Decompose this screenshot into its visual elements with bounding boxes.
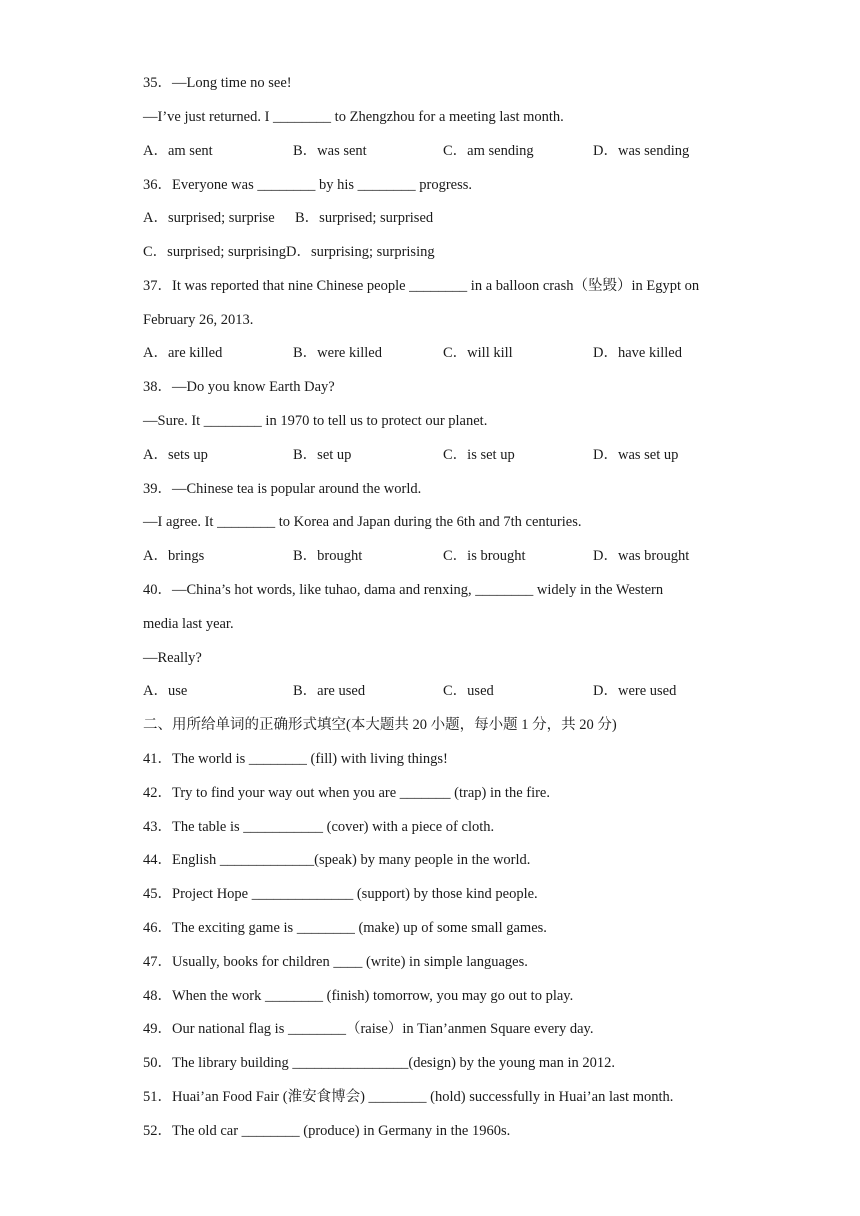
question-44: 44．English _____________(speak) by many people in the world. [143,852,531,868]
question-42: 42．Try to find your way out when you are _______ (trap) in the fire. [143,785,550,801]
option-c: C．used [443,683,494,699]
question-40-line3: —Really? [143,650,202,666]
option-d: D．was brought [593,548,690,564]
option-b: B．was sent [293,143,367,159]
option-a: A．brings [143,548,205,564]
option-a: A．am sent [143,143,213,159]
question-45: 45．Project Hope ______________ (support) by those kind people. [143,886,538,902]
question-36-options-ab [143,208,743,228]
question-38-stem: 38．—Do you know Earth Day? [143,379,335,395]
question-39-options [143,546,743,566]
option-b: B．are used [293,683,366,699]
question-47: 47．Usually, books for children ____ (write) in simple languages. [143,954,528,970]
option-d: D．were used [593,683,677,699]
option-b: B．surprised; surprised [295,210,434,226]
question-50: 50．The library building ________________(design) by the young man in 2012. [143,1055,616,1071]
question-36-stem: 36．Everyone was ________ by his ________ progress. [143,177,473,193]
option-c: C．is set up [443,447,515,463]
question-37-line2: February 26, 2013. [143,312,254,328]
question-37-options [143,343,743,363]
option-a: A．sets up [143,447,208,463]
question-40-options [143,681,743,701]
option-d: D．have killed [593,345,682,361]
question-35-line2: —I’ve just returned. I ________ to Zhengzhou for a meeting last month. [143,109,564,125]
question-38-line2: —Sure. It ________ in 1970 to tell us to protect our planet. [143,413,488,429]
question-46: 46．The exciting game is ________ (make) up of some small games. [143,920,547,936]
question-49: 49．Our national flag is ________（raise）in Tian’anmen Square every day. [143,1021,594,1037]
option-d: D．was sending [593,143,690,159]
question-39-stem: 39．—Chinese tea is popular around the world. [143,481,422,497]
option-a: A．use [143,683,188,699]
question-40-line2: media last year. [143,616,234,632]
question-52: 52．The old car ________ (produce) in Germany in the 1960s. [143,1123,511,1139]
question-48: 48．When the work ________ (finish) tomorrow, you may go out to play. [143,988,574,1004]
question-41: 41．The world is ________ (fill) with living things! [143,751,448,767]
question-35-options [143,141,743,161]
question-40-stem: 40．—China’s hot words, like tuhao, dama and renxing, ________ widely in the Western [143,582,664,598]
option-c: C．am sending [443,143,534,159]
option-a: A．surprised; surprise [143,210,275,226]
option-c: C．will kill [443,345,513,361]
question-38-options [143,445,743,465]
section-heading: 二、用所给单词的正确形式填空(本大题共 20 小题，每小题 1 分，共 20 分) [143,717,617,733]
question-43: 43．The table is ___________ (cover) with a piece of cloth. [143,819,495,835]
option-b: B．set up [293,447,352,463]
option-d: D．was set up [593,447,679,463]
option-c: C．is brought [443,548,526,564]
question-36-options-cd: C．surprised; surprisingD．surprising; surprising [143,244,435,260]
option-b: B．brought [293,548,363,564]
question-35-stem: 35．—Long time no see! [143,75,292,91]
option-b: B．were killed [293,345,382,361]
question-51: 51．Huai’an Food Fair (淮安食博会) ________ (hold) successfully in Huai’an last month. [143,1089,674,1105]
option-a: A．are killed [143,345,223,361]
question-37-stem: 37．It was reported that nine Chinese people ________ in a balloon crash（坠毁）in Egypt on [143,278,700,294]
question-39-line2: —I agree. It ________ to Korea and Japan during the 6th and 7th centuries. [143,514,582,530]
